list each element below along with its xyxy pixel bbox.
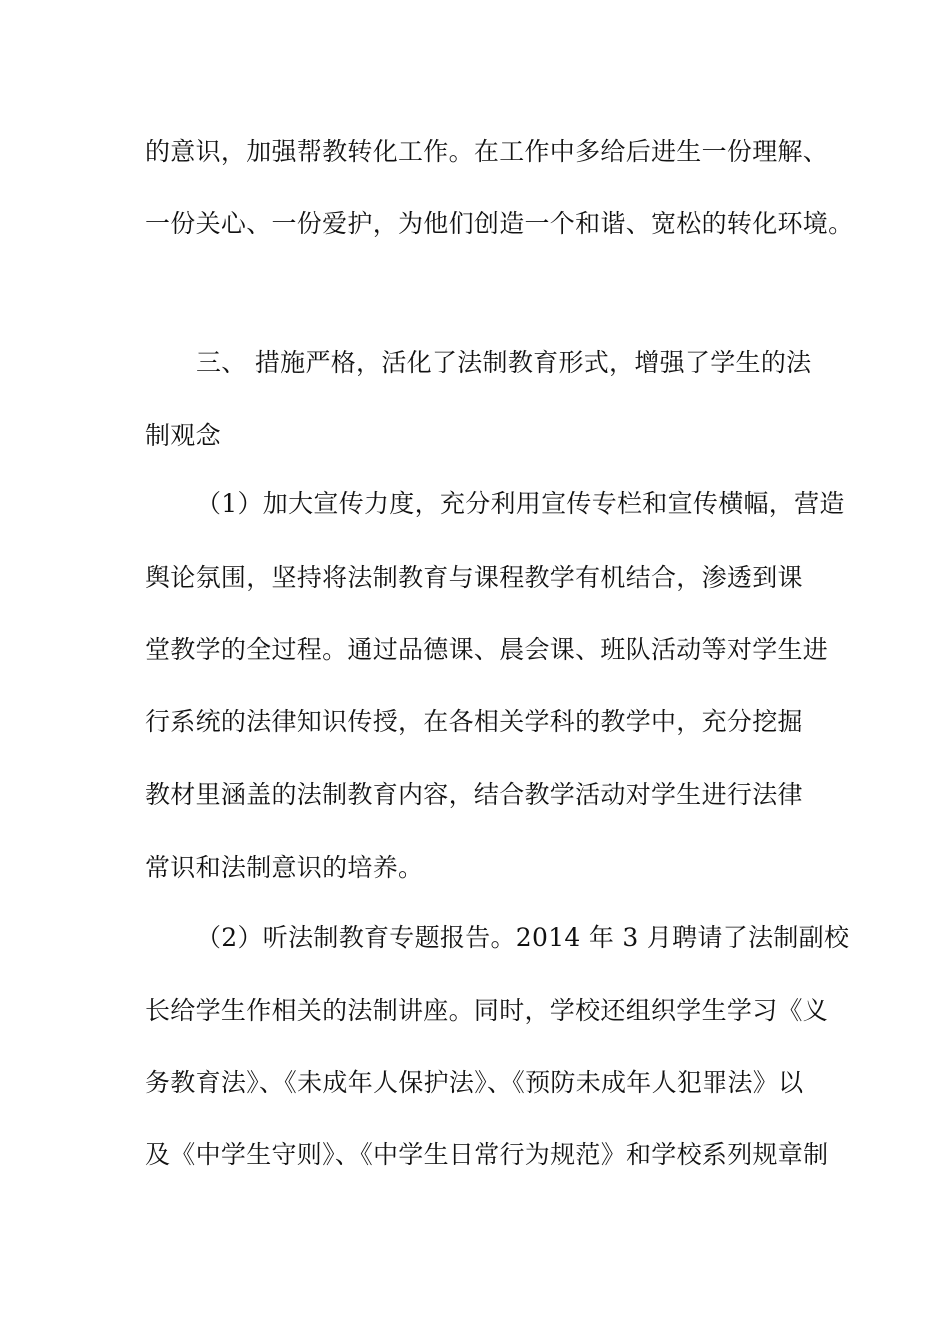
text-line: 教材里涵盖的法制教育内容，结合教学活动对学生进行法律 (145, 780, 803, 809)
text-line: 一份关心、一份爱护，为他们创造一个和谐、宽松的转化环境。 (145, 209, 854, 238)
text-line: 及《中学生守则》、《中学生日常行为规范》和学校系列规章制 (145, 1140, 829, 1169)
paragraph-start: （1）加大宣传力度，充分利用宣传专栏和宣传横幅，营造 (196, 489, 845, 518)
section-heading-continued: 制观念 (145, 421, 221, 450)
text-line: 务教育法》、《未成年人保护法》、《预防未成年人犯罪法》以 (145, 1068, 804, 1097)
text-line: 长给学生作相关的法制讲座。同时，学校还组织学生学习《义 (145, 996, 829, 1025)
text-line: 的意识，加强帮教转化工作。在工作中多给后进生一份理解、 (145, 137, 829, 166)
text-line: 行系统的法律知识传授，在各相关学科的教学中，充分挖掘 (145, 707, 803, 736)
text-line: 舆论氛围，坚持将法制教育与课程教学有机结合，渗透到课 (145, 563, 803, 592)
text-line: 堂教学的全过程。通过品德课、晨会课、班队活动等对学生进 (145, 635, 829, 664)
section-heading: 三、 措施严格，活化了法制教育形式，增强了学生的法 (196, 348, 812, 377)
text-line: 常识和法制意识的培养。 (145, 853, 424, 882)
paragraph-start: （2）听法制教育专题报告。2014 年 3 月聘请了法制副校 (196, 923, 850, 952)
